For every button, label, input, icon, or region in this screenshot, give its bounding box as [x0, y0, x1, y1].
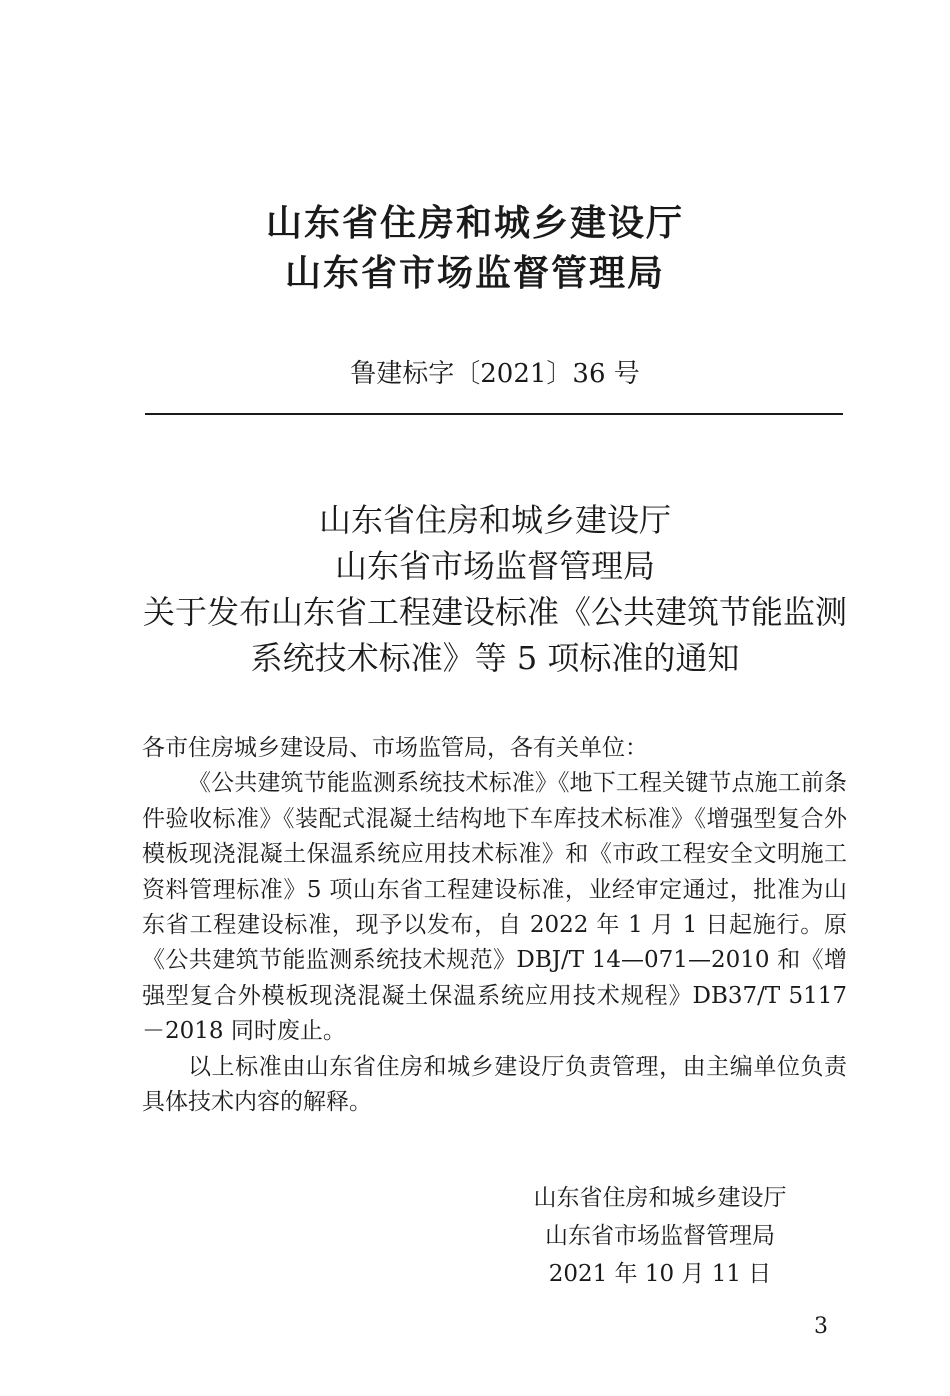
body-paragraph-1: 《公共建筑节能监测系统技术标准》《地下工程关键节点施工前条件验收标准》《装配式混凝土结构地下车库技术标准》《增强型复合外模板现浇混凝土保温系统应用技术标准》和《市政工程安全文明施工资料管理标准》5 项山东省工程建设标准，业经审定通过，批准为山东省工程建设标准，现予以发布，自 2022 年 1 月 1 日起施行。原《公共建筑节能监测系统技术规范》DBJ/T 14—071—2010 和《增强型复合外模板现浇混凝土保温系统应用技术规程》DB37/T 5117－2018 同时废止。 [142, 770, 847, 1045]
signature-org-market: 山东省市场监督管理局 [545, 1223, 775, 1249]
header-org-market: 山东省市场监督管理局 [284, 253, 665, 294]
body-paragraph-2: 以上标准由山东省住房和城乡建设厅负责管理，由主编单位负责具体技术内容的解释。 [142, 1053, 847, 1116]
signature-date: 2021 年 10 月 11 日 [548, 1261, 772, 1287]
salutation: 各市住房城乡建设局、市场监管局，各有关单位： [142, 735, 648, 761]
signature-org-housing: 山东省住房和城乡建设厅 [533, 1185, 787, 1211]
header-divider [145, 413, 843, 415]
title-line-2: 山东省市场监督管理局 [334, 547, 655, 585]
title-line-1: 山东省住房和城乡建设厅 [318, 501, 671, 539]
page-number: 3 [814, 1314, 828, 1339]
notice-body [142, 731, 847, 1120]
title-line-3: 关于发布山东省工程建设标准《公共建筑节能监测 [142, 593, 847, 631]
title-line-4: 系统技术标准》等 5 项标准的通知 [250, 639, 740, 677]
header-org-housing: 山东省住房和城乡建设厅 [265, 203, 684, 244]
doc-number: 鲁建标字〔2021〕36 号 [350, 359, 640, 389]
